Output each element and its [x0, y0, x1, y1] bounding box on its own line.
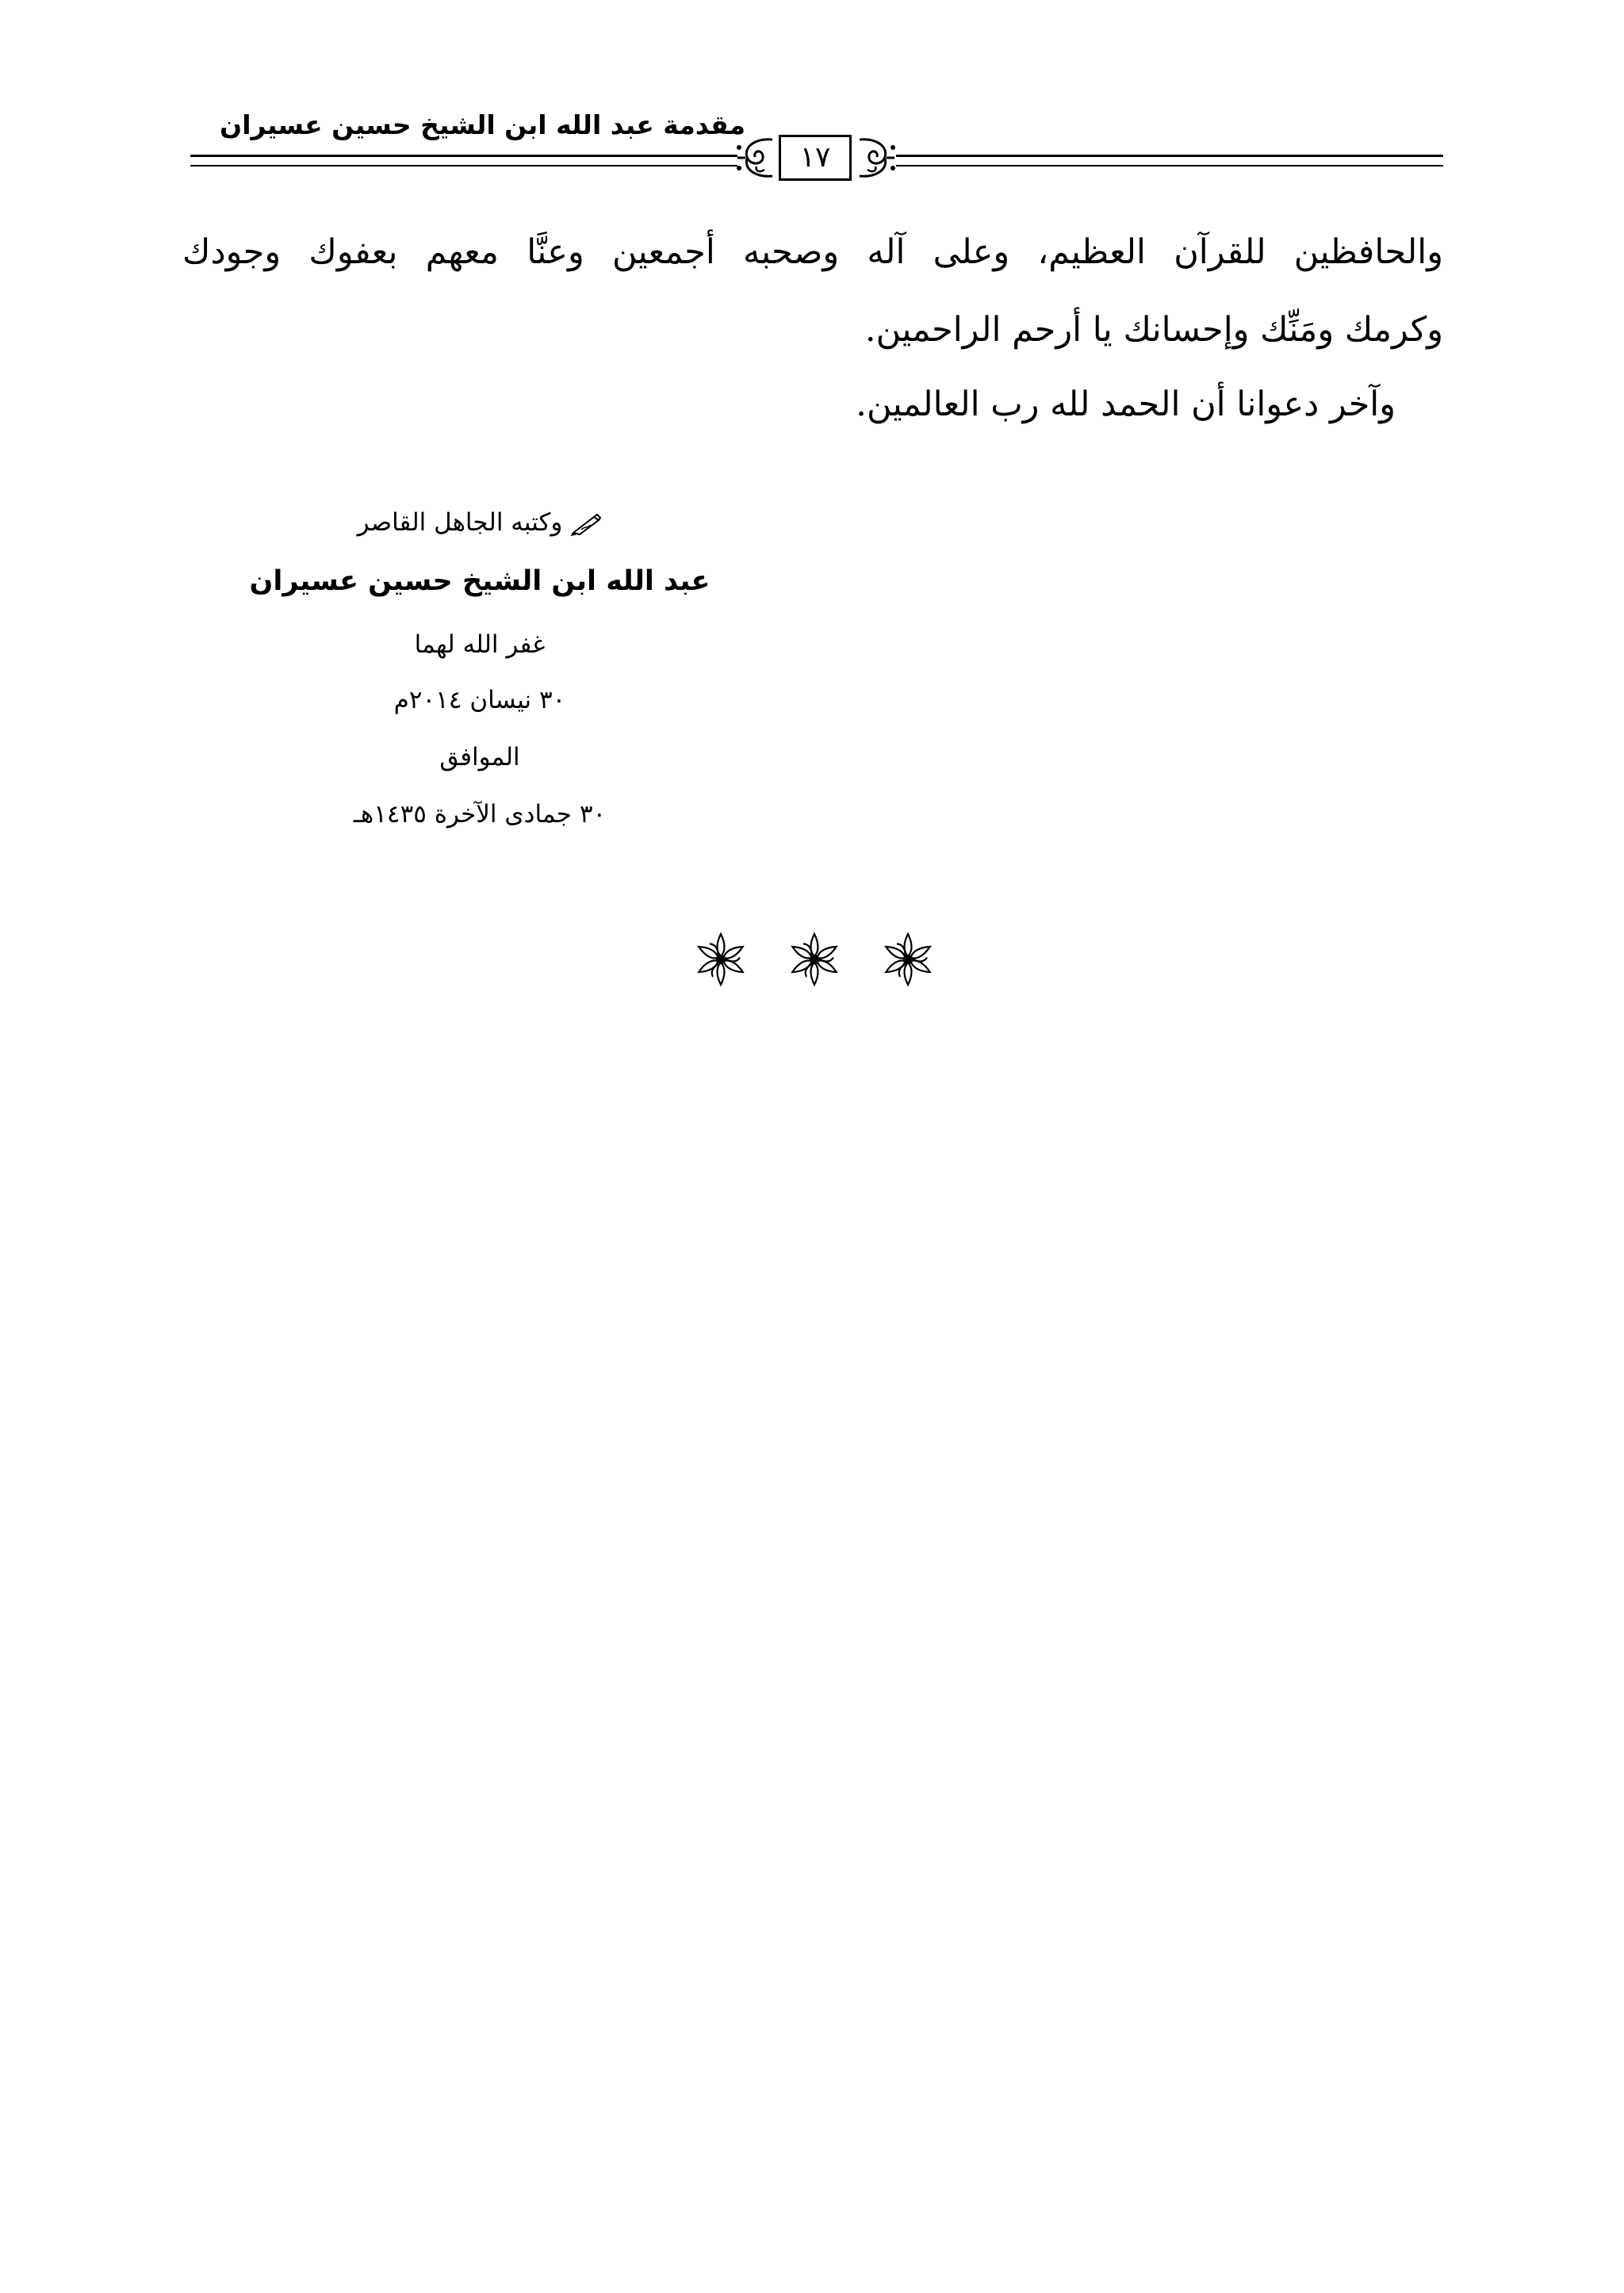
prayer-line: غفر الله لهما: [414, 630, 546, 659]
signature-intro-text: وكتبه الجاهل القاصر: [357, 508, 563, 537]
scroll-ornament-icon: [733, 132, 779, 184]
corresponding-label: الموافق: [439, 743, 520, 771]
ornamental-star-icon: [879, 930, 937, 989]
author-name: عبد الله ابن الشيخ حسين عسيران: [249, 565, 710, 597]
running-title: مقدمة عبد الله ابن الشيخ حسين عسيران: [220, 109, 745, 140]
signature-intro: [238, 504, 722, 541]
hijri-date: ٣٠ جمادى الآخرة ١٤٣٥هـ: [353, 800, 607, 829]
scroll-ornament-icon: [853, 132, 899, 184]
writing-hand-icon: [570, 512, 602, 536]
body-paragraph-line: والحافظين للقرآن العظيم، وعلى آله وصحبه أجمعين وعنَّا معهم بعفوك وجودك: [182, 232, 1443, 272]
body-paragraph-line: وكرمك ومَنِّك وإحسانك يا أرحم الراحمين.: [864, 310, 1443, 350]
ornamental-star-icon: [785, 930, 844, 989]
gregorian-date: ٣٠ نيسان ٢٠١٤م: [393, 686, 566, 714]
header-rule-right-bottom: [896, 165, 1443, 167]
closing-prayer-line: وآخر دعوانا أن الحمد لله رب العالمين.: [856, 385, 1396, 424]
ornamental-star-icon: [691, 930, 750, 989]
page-number: ١٧: [779, 135, 852, 181]
header-rule-left-bottom: [190, 165, 737, 167]
header-rule-right-top: [896, 155, 1443, 157]
section-separator: [691, 928, 937, 991]
header-rule-left-top: [190, 155, 737, 157]
